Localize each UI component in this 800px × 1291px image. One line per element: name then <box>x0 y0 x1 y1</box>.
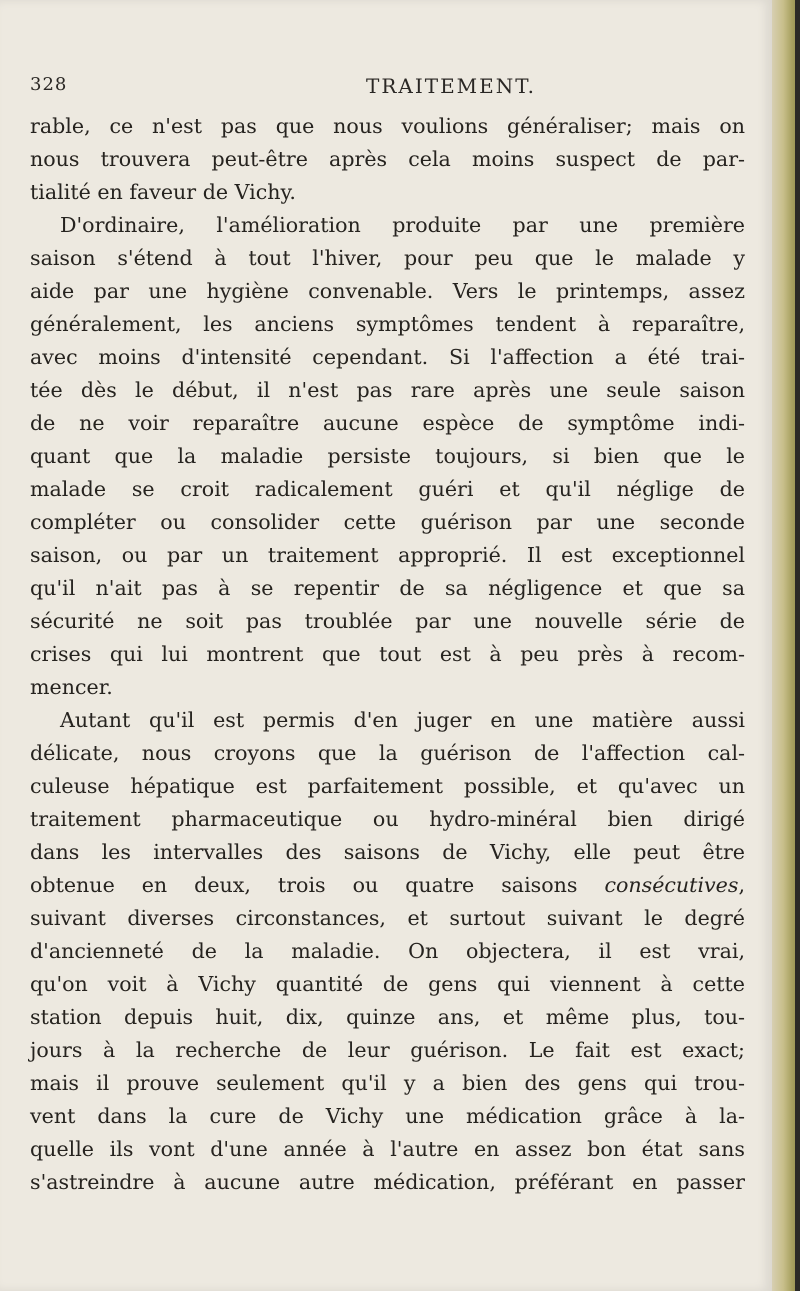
italic-word: consécutives <box>604 873 739 897</box>
text-line: D'ordinaire, l'amélioration produite par une première <box>60 213 745 237</box>
text-line: nous trouvera peut-être après cela moins suspect de par- <box>30 147 745 171</box>
text-line: tée dès le début, il n'est pas rare après une seule saison <box>30 378 745 402</box>
text-line: tialité en faveur de Vichy. <box>30 180 296 204</box>
text-line: mencer. <box>30 675 113 699</box>
text-line: aide par une hygiène convenable. Vers le printemps, assez <box>30 279 745 303</box>
page-header <box>30 74 710 104</box>
text-line: vent dans la cure de Vichy une médication grâce à la- <box>30 1104 745 1128</box>
text-line: avec moins d'intensité cependant. Si l'affection a été trai- <box>30 345 745 369</box>
text-line: malade se croit radicalement guéri et qu'il néglige de <box>30 477 745 501</box>
text-line: station depuis huit, dix, quinze ans, et même plus, tou- <box>30 1005 745 1029</box>
text-line: généralement, les anciens symptômes tendent à reparaître, <box>30 312 745 336</box>
page-edge <box>772 0 800 1291</box>
text-line: sécurité ne soit pas troublée par une nouvelle série de <box>30 609 745 633</box>
text-line: quelle ils vont d'une année à l'autre en assez bon état sans <box>30 1137 745 1161</box>
text-line: compléter ou consolider cette guérison par une seconde <box>30 510 745 534</box>
text-line: qu'on voit à Vichy quantité de gens qui viennent à cette <box>30 972 745 996</box>
page-number: 328 <box>30 74 68 95</box>
body-text <box>30 110 745 1199</box>
text-line: jours à la recherche de leur guérison. Le fait est exact; <box>30 1038 745 1062</box>
text-line: suivant diverses circonstances, et surtout suivant le degré <box>30 906 745 930</box>
text-line: crises qui lui montrent que tout est à peu près à recom- <box>30 642 745 666</box>
text-line: culeuse hépatique est parfaitement possible, et qu'avec un <box>30 774 745 798</box>
text-line: de ne voir reparaître aucune espèce de symptôme indi- <box>30 411 745 435</box>
text-line: traitement pharmaceutique ou hydro-minéral bien dirigé <box>30 807 745 831</box>
text-line: qu'il n'ait pas à se repentir de sa négligence et que sa <box>30 576 745 600</box>
text-line: Autant qu'il est permis d'en juger en une matière aussi <box>60 708 745 732</box>
text-line: rable, ce n'est pas que nous voulions généraliser; mais on <box>30 114 745 138</box>
text-line: saison, ou par un traitement approprié. Il est exceptionnel <box>30 543 745 567</box>
text-line: quant que la maladie persiste toujours, si bien que le <box>30 444 745 468</box>
text-line: saison s'étend à tout l'hiver, pour peu que le malade y <box>30 246 745 270</box>
text-line: s'astreindre à aucune autre médication, préférant en passer <box>30 1170 745 1194</box>
text-line: mais il prouve seulement qu'il y a bien des gens qui trou- <box>30 1071 745 1095</box>
running-head: TRAITEMENT. <box>366 74 537 98</box>
text-line: d'ancienneté de la maladie. On objectera, il est vrai, <box>30 939 745 963</box>
text-line: dans les intervalles des saisons de Vichy, elle peut être <box>30 840 745 864</box>
text-line: obtenue en deux, trois ou quatre saisons consécutives, <box>30 873 745 897</box>
binding-shadow <box>795 0 800 1291</box>
text-line: délicate, nous croyons que la guérison de l'affection cal- <box>30 741 745 765</box>
